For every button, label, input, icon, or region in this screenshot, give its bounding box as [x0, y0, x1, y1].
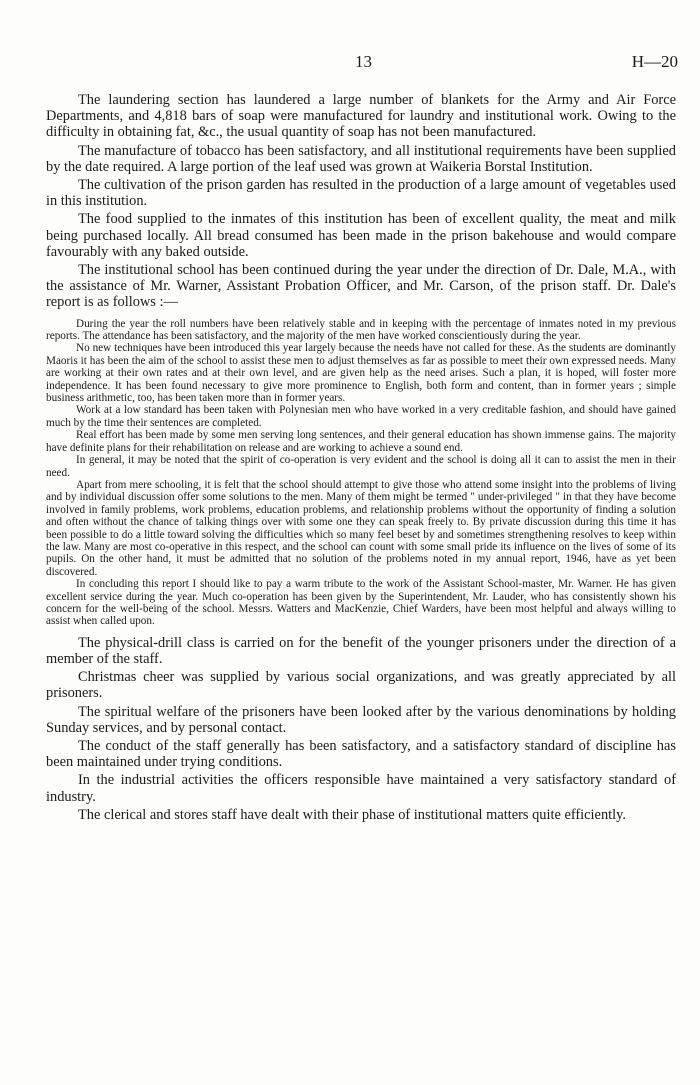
- paragraph-industrial: In the industrial activities the officers responsible have maintained a very satisfactory standard of industry.: [46, 772, 676, 805]
- paragraph-garden: The cultivation of the prison garden has resulted in the production of a large amount of vegetables used in this institution.: [46, 177, 676, 210]
- paragraph-laundering: The laundering section has laundered a large number of blankets for the Army and Air Force Departments, and 4,818 bars of soap were manufactured for laundry and institutional work. Owing to the difficulty in obtaining fat, &c., the usual quantity of soap has not been manufactured.: [46, 92, 676, 141]
- report-paragraph-techniques: No new techniques have been introduced this year largely because the needs have not called for these. As the students are dominantly Maoris it has been the aim of the school to assist these men to adjust themselves as far as possible to meet their own expressed needs. Many are working at their own rates and at their own level, and are given help as the need arises. Such a plan, it is hoped, will foster more independence. It has been found necessary to give more prominence to English, both form and content, than in former years ; simple business arithmetic, too, has been taken more than in former years.: [46, 342, 676, 405]
- paragraph-tobacco: The manufacture of tobacco has been satisfactory, and all institutional requirements have been supplied by the date required. A large portion of the leaf used was grown at Waikeria Borstal Institution.: [46, 142, 676, 175]
- page-header: [0, 52, 700, 72]
- paragraph-clerical: The clerical and stores staff have dealt with their phase of institutional matters quite efficiently.: [78, 806, 626, 823]
- report-paragraph-conclusion: In concluding this report I should like to pay a warm tribute to the work of the Assistant School-master, Mr. Warner. He has given excellent service during the year. Much co-operation has been given by the Superintendent, Mr. Lauder, who has consistently shown his concern for the well-being of the school. Messrs. Watters and MacKenzie, Chief Warders, have been most helpful and always willing to assist when called upon.: [46, 578, 676, 628]
- report-paragraph-effort: Real effort has been made by some men serving long sentences, and their general education has shown immense gains. The majority have definite plans for their rehabilitation on release and are working to achieve a sound end.: [46, 429, 676, 454]
- paragraph-school: The institutional school has been continued during the year under the direction of Dr. Dale, M.A., with the assistance of Mr. Warner, Assistant Probation Officer, and Mr. Carson, of the prison staff. Dr. Dale's report is as follows :—: [46, 262, 676, 311]
- paragraph-staff-conduct: The conduct of the staff generally has been satisfactory, and a satisfactory standard of discipline has been maintained under trying conditions.: [46, 738, 676, 771]
- report-paragraph-roll: During the year the roll numbers have been relatively stable and in keeping with the percentage of inmates noted in my previous reports. The attendance has been satisfactory, and the majority of the men have worked conscientiously during the year.: [46, 317, 676, 343]
- school-report-quote: [46, 318, 676, 628]
- report-paragraph-polynesian: Work at a low standard has been taken with Polynesian men who have worked in a very creditable fashion, and should have gained much by the time their sentences are completed.: [46, 404, 676, 429]
- paragraph-physical-drill: The physical-drill class is carried on for the benefit of the younger prisoners under the direction of a member of the staff.: [46, 634, 676, 667]
- report-paragraph-schooling: Apart from mere schooling, it is felt that the school should attempt to give those who attend some insight into the problems of living and by individual discussion offer some solutions to the men. Many of them might be termed " under-privileged " in that they have become involved in family problems, work problems, education problems, and relationship problems without the opportunity of finding a solution and often without the chance of talking things over with some one they can speak freely to. By private discussion during this time it has been possible to do a little toward solving the difficulties which so many feel beset by and sometimes strengthening resolves to keep within the law. Many are most co-operative in this respect, and the school can count with some small pride its influence on the lives of some of its pupils. On the other hand, it must be admitted that no solution of the problems noted in my annual report, 1946, have as yet been discovered.: [46, 478, 676, 578]
- paragraph-spiritual: The spiritual welfare of the prisoners have been looked after by the various denominations by holding Sunday services, and by personal contact.: [46, 703, 676, 736]
- paragraph-christmas: Christmas cheer was supplied by various social organizations, and was greatly appreciated by all prisoners.: [46, 669, 676, 702]
- document-reference: H—20: [631, 52, 678, 71]
- report-paragraph-cooperation: In general, it may be noted that the spirit of co-operation is very evident and the school is doing all it can to assist the men in their need.: [46, 454, 676, 479]
- paragraph-food: The food supplied to the inmates of this institution has been of excellent quality, the meat and milk being purchased locally. All bread consumed has been made in the prison bakehouse and would compare favourably with any baked outside.: [46, 211, 676, 260]
- page-body: [46, 92, 676, 825]
- page-number: 13: [355, 52, 372, 71]
